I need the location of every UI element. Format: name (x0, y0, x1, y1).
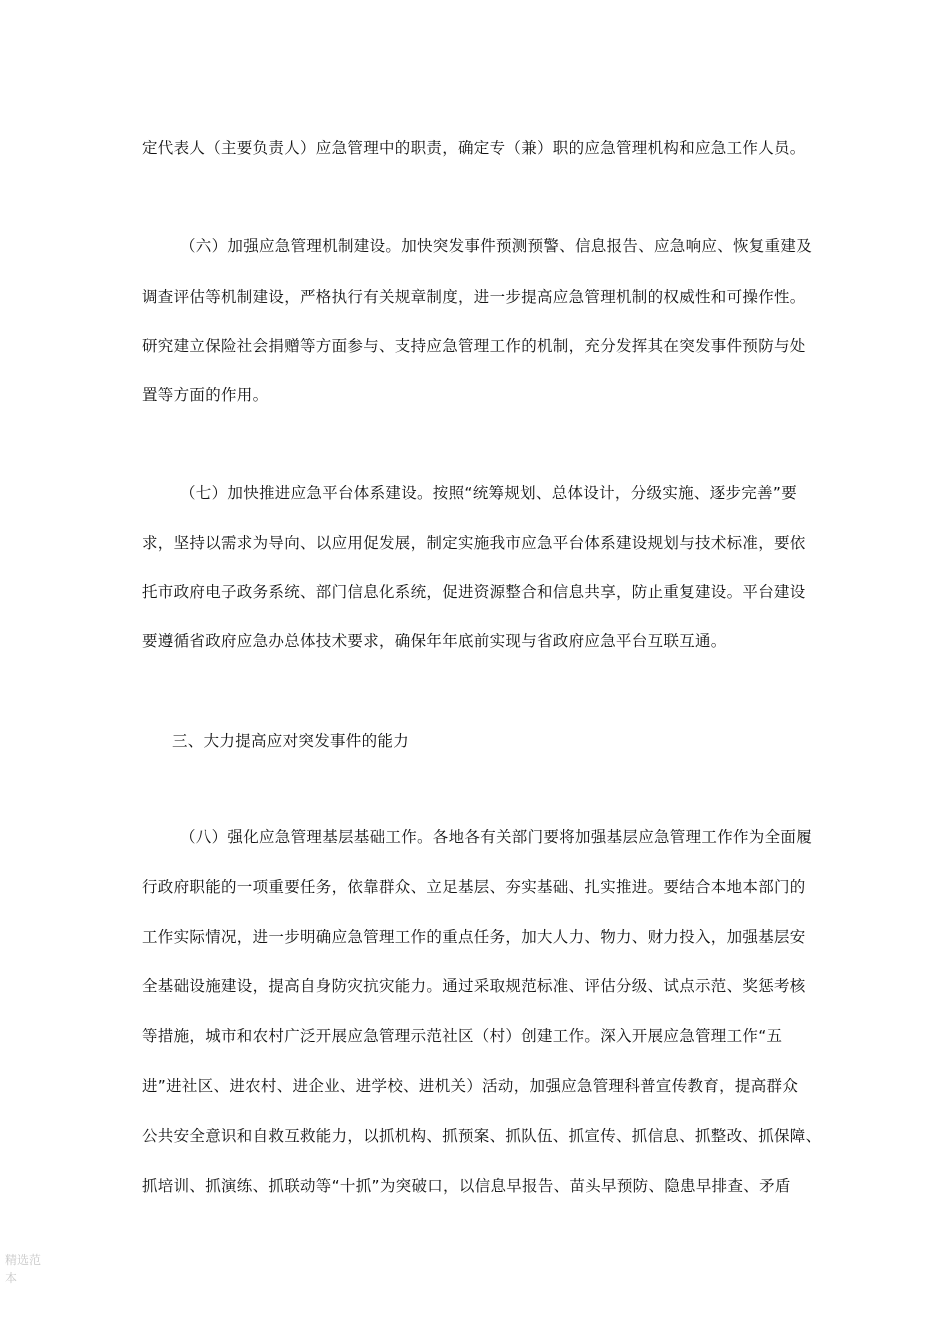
paragraph-8-heading-line: （八）强化应急管理基层基础工作。各地各有关部门要将加强基层应急管理工作作为全面履 (180, 828, 813, 846)
text-line: 调查评估等机制建设，严格执行有关规章制度，进一步提高应急管理机制的权威性和可操作性。 (142, 288, 806, 306)
paragraph-6-heading-line: （六）加强应急管理机制建设。加快突发事件预测预警、信息报告、应急响应、恢复重建及 (180, 237, 813, 255)
footer-watermark-line-1: 精选范 (5, 1253, 42, 1267)
text-line: 公共安全意识和自救互救能力，以抓机构、抓预案、抓队伍、抓宣传、抓信息、抓整改、抓保障、 (142, 1127, 822, 1145)
text-line: 等措施，城市和农村广泛开展应急管理示范社区（村）创建工作。深入开展应急管理工作“五 (142, 1027, 783, 1045)
paragraph-7-heading-line: （七）加快推进应急平台体系建设。按照“统筹规划、总体设计，分级实施、逐步完善”要 (180, 484, 798, 502)
text-line: 抓培训、抓演练、抓联动等“十抓”为突破口，以信息早报告、苗头早预防、隐患早排查、矛盾 (142, 1177, 791, 1195)
text-line: 托市政府电子政务系统、部门信息化系统，促进资源整合和信息共享，防止重复建设。平台建设 (142, 583, 806, 601)
text-line: 要遵循省政府应急办总体技术要求，确保年年底前实现与省政府应急平台互联互通。 (142, 632, 727, 650)
text-line: 研究建立保险社会捐赠等方面参与、支持应急管理工作的机制，充分发挥其在突发事件预防与处 (142, 337, 806, 355)
text-line: 求，坚持以需求为导向、以应用促发展，制定实施我市应急平台体系建设规划与技术标准，要依 (142, 534, 806, 552)
footer-watermark-line-2: 本 (5, 1271, 18, 1285)
text-line: 进”进社区、进农村、进企业、进学校、进机关）活动，加强应急管理科普宣传教育，提高群众 (142, 1077, 799, 1095)
section-heading: 三、大力提高应对突发事件的能力 (172, 732, 410, 750)
text-line: 行政府职能的一项重要任务，依靠群众、立足基层、夯实基础、扎实推进。要结合本地本部门的 (142, 878, 806, 896)
text-line: 工作实际情况，进一步明确应急管理工作的重点任务，加大人力、物力、财力投入，加强基层安 (142, 928, 806, 946)
text-line: 置等方面的作用。 (142, 386, 269, 404)
text-line: 定代表人（主要负责人）应急管理中的职责，确定专（兼）职的应急管理机构和应急工作人员。 (142, 139, 806, 157)
text-line: 全基础设施建设，提高自身防灾抗灾能力。通过采取规范标准、评估分级、试点示范、奖惩考核 (142, 977, 806, 995)
